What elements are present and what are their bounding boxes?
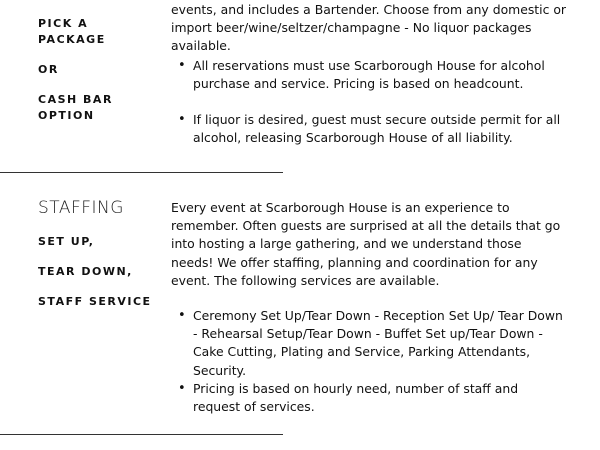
tear-down-label: TEAR DOWN, — [38, 265, 133, 278]
staffing-bullet-2: • Pricing is based on hourly need, number of staff and request of services. — [193, 380, 563, 416]
set-up-label: SET UP, — [38, 235, 95, 248]
staffing-title: STAFFING — [38, 198, 124, 218]
staffing-intro-text: Every event at Scarborough House is an experience to remember. Often guests are surprised at all the details that go into hosting a large gathering, and we understand those needs! We offer staffing, planning and coordination for any event. The following services are available. — [171, 200, 561, 288]
beverage-intro-text: events, and includes a Bartender. Choose from any domestic or import beer/wine/seltzer/champagne - No liquor packages available. — [171, 2, 567, 54]
staff-service-label: STAFF SERVICE — [38, 295, 152, 308]
or-label: OR — [38, 63, 59, 76]
beverage-bullet-2: • If liquor is desired, guest must secure outside permit for all alcohol, releasing Scarborough House of all liability. — [193, 111, 568, 147]
pick-a-package-label: PICK A PACKAGE — [38, 17, 106, 46]
cash-bar-option-label: CASH BAR OPTION — [38, 93, 113, 122]
beverage-bullet-1: • All reservations must use Scarborough House for alcohol purchase and service. Pricing is based on headcount. — [193, 57, 568, 93]
section-divider-bottom — [0, 434, 283, 435]
staffing-bullet-1: • Ceremony Set Up/Tear Down - Reception Set Up/ Tear Down - Rehearsal Setup/Tear Down - Buffet Set up/Tear Down - Cake Cutting, Plating and Service, Parking Attendants, Security. — [193, 307, 563, 380]
section-divider-top — [0, 172, 283, 173]
